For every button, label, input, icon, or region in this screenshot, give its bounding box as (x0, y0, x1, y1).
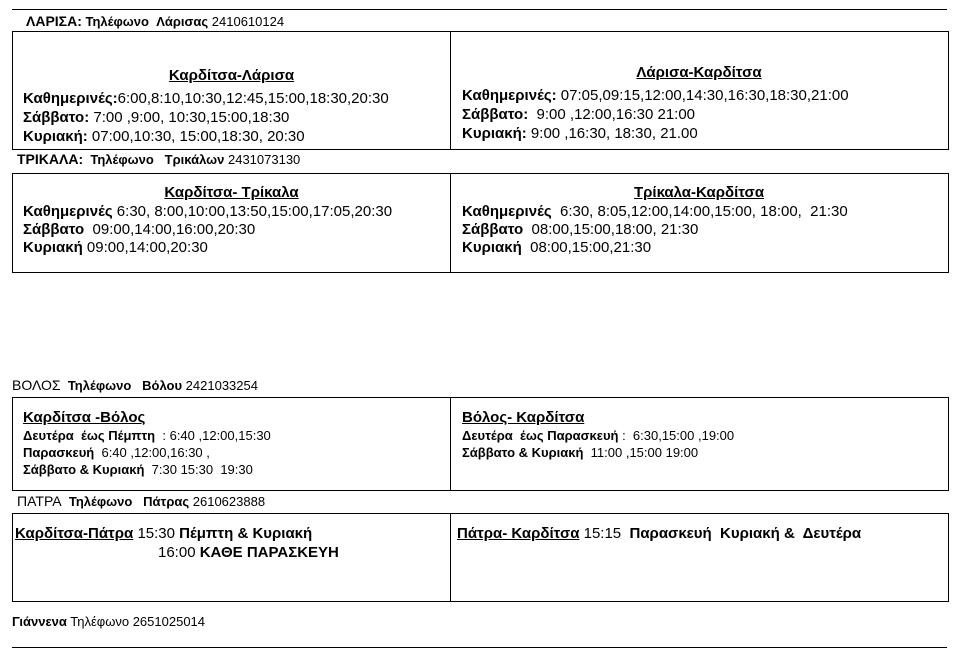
patra-left (15, 524, 339, 562)
route-title-karditsa-volos: Καρδίτσα -Βόλος (23, 409, 146, 426)
schedule-row (23, 239, 392, 257)
row-times: 7:30 15:30 19:30 (144, 462, 253, 477)
row-label: Πέμπτη & Κυριακή (179, 525, 313, 542)
schedule-row (462, 203, 848, 221)
row-times: 07:05,09:15,12:00,14:30,16:30,18:30,21:00 (556, 87, 849, 104)
larisa-header (26, 13, 284, 29)
row-times: 6:40 ,12:00,16:30 , (94, 445, 210, 460)
row-times: 15:30 (137, 525, 175, 542)
row-label: Κυριακή (23, 239, 83, 256)
schedule-row (462, 444, 734, 461)
row-label: Σάββατο (462, 221, 524, 238)
route-title-karditsa-larisa: Καρδίτσα-Λάρισα (168, 67, 295, 84)
giannena-city: Γιάννενα (12, 614, 67, 629)
row-label: Καθημερινές: (23, 90, 118, 107)
row-label: Δευτέρα έως Παρασκευή (462, 428, 619, 443)
schedule-row (23, 427, 271, 444)
row-times: 08:00,15:00,21:30 (521, 239, 652, 256)
row-times: 6:30, 8:00,10:00,13:50,15:00,17:05,20:30 (112, 203, 393, 220)
schedule-row (462, 221, 848, 239)
larisa-left-title-wrap (13, 66, 450, 85)
schedule-row (15, 524, 339, 543)
row-label: Σάββατο (23, 221, 85, 238)
trikala-phone-city: Τρικάλων (164, 152, 225, 167)
schedule-row (23, 444, 271, 461)
larisa-left-rows (23, 89, 389, 146)
giannena-phone-word: Τηλέφωνο (70, 614, 130, 629)
trikala-header (17, 151, 300, 167)
trikala-left-title-wrap (13, 183, 450, 202)
route-title-larisa-karditsa: Λάρισα-Καρδίτσα (636, 64, 762, 81)
larisa-right-title-wrap (450, 63, 948, 82)
row-label: Σάββατο & Κυριακή (23, 462, 145, 477)
row-label: Σάββατο & Κυριακή (462, 445, 584, 460)
larisa-phone-word: Τηλέφωνο (85, 14, 149, 29)
row-label: Δευτέρα έως Πέμπτη (23, 428, 156, 443)
larisa-phone-city: Λάρισας (156, 14, 209, 29)
larisa-right-rows (462, 86, 849, 143)
row-label: Κυριακή: (462, 125, 527, 142)
volos-city: ΒΟΛΟΣ (12, 377, 61, 393)
top-rule (12, 9, 947, 10)
route-title-karditsa-patra: Καρδίτσα-Πάτρα (15, 525, 134, 542)
volos-header (12, 377, 258, 393)
larisa-city: ΛΑΡΙΣΑ: (26, 13, 82, 29)
row-times: 9:00 ,12:00,16:30 21:00 (528, 106, 696, 123)
schedule-row (23, 461, 271, 478)
volos-phone-city: Βόλου (142, 378, 183, 393)
volos-schedule-box (12, 397, 949, 491)
row-times: : 6:40 ,12:00,15:30 (155, 428, 271, 443)
row-label: Κυριακή: (23, 128, 88, 145)
larisa-phone-number: 2410610124 (211, 14, 285, 29)
patra-city: ΠΑΤΡΑ (17, 493, 62, 509)
row-times: 6:30, 8:05,12:00,14:00,15:00, 18:00, 21:30 (551, 203, 848, 220)
row-times: 08:00,15:00,18:00, 21:30 (523, 221, 699, 238)
trikala-phone-number: 2431073130 (227, 152, 301, 167)
trikala-schedule-box (12, 173, 949, 273)
patra-schedule-box (12, 513, 949, 602)
bottom-rule (12, 647, 947, 648)
trikala-right-title-wrap (450, 183, 948, 202)
column-divider (450, 32, 451, 149)
patra-header (17, 493, 265, 509)
trikala-left-rows (23, 203, 392, 257)
column-divider (450, 514, 451, 601)
row-times: 07:00,10:30, 15:00,18:30, 20:30 (87, 128, 305, 145)
row-times: 15:15 (583, 525, 622, 542)
row-times: : 6:30,15:00 ,19:00 (618, 428, 735, 443)
route-title-volos-karditsa: Βόλος- Καρδίτσα (462, 409, 585, 426)
schedule-row (23, 108, 389, 127)
row-label: Καθημερινές: (462, 87, 557, 104)
trikala-right-rows (462, 203, 848, 257)
schedule-row (462, 239, 848, 257)
schedule-row (15, 543, 339, 562)
volos-phone-word: Τηλέφωνο (67, 378, 132, 393)
row-times: 16:00 (158, 544, 196, 561)
row-times: 11:00 ,15:00 19:00 (583, 445, 699, 460)
volos-left (23, 408, 271, 478)
volos-phone-number: 2421033254 (185, 378, 258, 393)
row-times: 9:00 ,16:30, 18:30, 21.00 (526, 125, 698, 142)
row-times: 09:00,14:00,16:00,20:30 (84, 221, 256, 238)
row-label: Κυριακή (462, 239, 522, 256)
row-label: Καθημερινές (462, 203, 552, 220)
schedule-row (462, 86, 849, 105)
volos-right (462, 408, 734, 461)
larisa-schedule-box (12, 31, 949, 150)
schedule-row (23, 221, 392, 239)
row-times: 09:00,14:00,20:30 (82, 239, 208, 256)
route-title-karditsa-trikala: Καρδίτσα- Τρίκαλα (164, 184, 299, 201)
route-title-patra-karditsa: Πάτρα- Καρδίτσα (457, 525, 580, 542)
row-label: Παρασκευή Κυριακή & Δευτέρα (629, 525, 862, 542)
row-label: Σάββατο: (462, 106, 529, 123)
row-label: ΚΑΘΕ ΠΑΡΑΣΚΕΥΗ (199, 544, 339, 561)
patra-right (457, 524, 861, 543)
schedule-row (462, 105, 849, 124)
route-title-trikala-karditsa: Τρίκαλα-Καρδίτσα (633, 184, 765, 201)
schedule-row (23, 89, 389, 108)
row-label: Καθημερινές (23, 203, 113, 220)
trikala-city: ΤΡΙΚΑΛΑ: (17, 151, 84, 167)
schedule-row (462, 427, 734, 444)
schedule-row (462, 124, 849, 143)
row-label: Σάββατο: (23, 109, 90, 126)
trikala-phone-word: Τηλέφωνο (90, 152, 154, 167)
row-label: Παρασκευή (23, 445, 95, 460)
giannena-phone-number: 2651025014 (132, 614, 206, 629)
patra-phone-city: Πάτρας (143, 494, 190, 509)
schedule-row (23, 203, 392, 221)
patra-phone-number: 2610623888 (192, 494, 266, 509)
patra-phone-word: Τηλέφωνο (68, 494, 133, 509)
giannena-header (12, 614, 205, 629)
column-divider (450, 398, 451, 490)
row-times: 7:00 ,9:00, 10:30,15:00,18:30 (89, 109, 290, 126)
schedule-row (23, 127, 389, 146)
row-times: 6:00,8:10,10:30,12:45,15:00,18:30,20:30 (117, 90, 389, 107)
